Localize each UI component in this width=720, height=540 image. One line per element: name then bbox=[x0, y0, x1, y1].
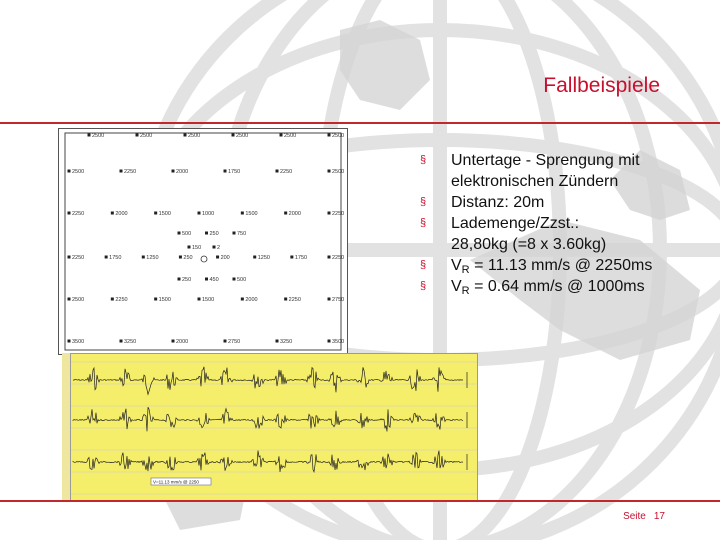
blast-delay-label: 2500 bbox=[188, 133, 201, 139]
blast-hole-marker bbox=[178, 278, 181, 281]
blast-delay-label: 500 bbox=[182, 231, 192, 237]
page-label: Seite bbox=[623, 511, 646, 522]
blast-hole-marker bbox=[172, 340, 175, 343]
bullet-marker: § bbox=[420, 154, 427, 166]
blast-hole-marker bbox=[184, 134, 187, 137]
blast-hole-marker bbox=[216, 256, 219, 259]
blast-hole-marker bbox=[68, 256, 71, 259]
velocity-symbol: V bbox=[451, 257, 462, 274]
blast-delay-label: 1250 bbox=[257, 255, 270, 261]
blast-hole-marker bbox=[276, 170, 279, 173]
blast-delay-label: 2000 bbox=[176, 169, 189, 175]
blast-hole-marker bbox=[142, 256, 145, 259]
blast-delay-label: 2500 bbox=[72, 169, 85, 175]
blast-hole-marker bbox=[280, 134, 283, 137]
blast-hole-marker bbox=[172, 170, 175, 173]
seismogram-chart bbox=[62, 353, 478, 502]
blast-hole-marker bbox=[241, 212, 244, 215]
blast-hole-marker bbox=[154, 298, 157, 301]
blast-hole-marker bbox=[284, 212, 287, 215]
blast-delay-label: 2000 bbox=[245, 297, 258, 303]
seismogram-trace bbox=[73, 451, 463, 473]
blast-hole-marker bbox=[213, 246, 216, 249]
blast-delay-label: 2500 bbox=[332, 169, 345, 175]
blast-delay-label: 1000 bbox=[202, 211, 215, 217]
bullet-text: elektronischen Zündern bbox=[451, 173, 619, 190]
velocity-value: = 11.13 mm/s @ 2250ms bbox=[469, 257, 653, 274]
bottom-divider bbox=[0, 500, 720, 502]
bullet-text: Lademenge/Zzst.: bbox=[451, 215, 580, 232]
seismogram-legend: V=11.13 mm/s @ 2250 bbox=[153, 479, 199, 485]
blast-delay-label: 250 bbox=[182, 277, 192, 283]
page-number: 17 bbox=[653, 511, 665, 522]
velocity-value: = 0.64 mm/s @ 1000ms bbox=[469, 278, 645, 295]
slide-title: Fallbeispiele bbox=[543, 74, 660, 97]
blast-delay-label: 1500 bbox=[158, 211, 171, 217]
blast-delay-label: 450 bbox=[209, 277, 219, 283]
blast-delay-label: 1750 bbox=[228, 169, 241, 175]
blast-hole-marker bbox=[111, 298, 114, 301]
blast-hole-marker bbox=[205, 278, 208, 281]
bullet-marker: § bbox=[420, 196, 427, 208]
bullet-item bbox=[420, 213, 710, 255]
blast-hole-marker bbox=[224, 170, 227, 173]
blast-delay-label: 2000 bbox=[288, 211, 301, 217]
bullet-text: 28,80kg (=8 x 3.60kg) bbox=[451, 236, 607, 253]
velocity-subscript: R bbox=[461, 285, 470, 297]
velocity-subscript: R bbox=[461, 264, 470, 276]
bullet-text: Distanz: 20m bbox=[451, 194, 545, 211]
blast-hole-marker bbox=[253, 256, 256, 259]
blast-hole-marker bbox=[328, 134, 331, 137]
blast-hole-marker bbox=[241, 298, 244, 301]
blast-delay-label: 3500 bbox=[332, 339, 345, 345]
blast-hole-marker bbox=[328, 170, 331, 173]
blast-plan-diagram bbox=[58, 128, 348, 355]
blast-hole-marker bbox=[233, 278, 236, 281]
blast-delay-label: 2250 bbox=[332, 255, 345, 261]
blast-delay-label: 2750 bbox=[332, 297, 345, 303]
blast-delay-label: 1500 bbox=[158, 297, 171, 303]
seismogram-trace bbox=[73, 367, 463, 395]
blast-hole-marker bbox=[276, 340, 279, 343]
bullet-marker: § bbox=[420, 280, 427, 292]
blast-delay-label: 3250 bbox=[124, 339, 137, 345]
velocity-symbol: V bbox=[451, 278, 462, 295]
bullet-text bbox=[451, 255, 710, 276]
blast-delay-label: 2500 bbox=[332, 133, 345, 139]
blast-delay-label: 2250 bbox=[332, 211, 345, 217]
blast-delay-label: 2500 bbox=[92, 133, 105, 139]
blast-hole-marker bbox=[154, 212, 157, 215]
blast-plan-drawing bbox=[59, 129, 347, 354]
blast-delay-label: 250 bbox=[209, 231, 219, 237]
blast-hole-marker bbox=[111, 212, 114, 215]
bullet-list bbox=[420, 150, 710, 297]
blast-delay-label: 2250 bbox=[288, 297, 301, 303]
blast-delay-label: 3500 bbox=[72, 339, 85, 345]
bullet-marker: § bbox=[420, 259, 427, 271]
blast-hole-marker bbox=[88, 134, 91, 137]
blast-delay-label: 2250 bbox=[280, 169, 293, 175]
blast-delay-label: 2000 bbox=[115, 211, 128, 217]
blast-hole-marker bbox=[232, 134, 235, 137]
blast-hole-marker bbox=[178, 232, 181, 235]
blast-delay-label: 2250 bbox=[72, 255, 85, 261]
seismogram-axis-gutter bbox=[62, 353, 71, 500]
blast-delay-label: 2500 bbox=[72, 297, 85, 303]
blast-delay-label: 1750 bbox=[109, 255, 122, 261]
bullet-item bbox=[420, 255, 710, 276]
blast-delay-label: 1250 bbox=[146, 255, 159, 261]
blast-delay-label: 750 bbox=[237, 231, 247, 237]
blast-hole-marker bbox=[188, 246, 191, 249]
blast-hole-marker bbox=[68, 298, 71, 301]
blast-hole-marker bbox=[68, 340, 71, 343]
blast-delay-label: 200 bbox=[220, 255, 230, 261]
blast-hole-marker bbox=[136, 134, 139, 137]
blast-delay-label: 2250 bbox=[72, 211, 85, 217]
blast-delay-label: 1500 bbox=[245, 211, 258, 217]
top-divider bbox=[0, 122, 720, 124]
blast-delay-label: 1500 bbox=[202, 297, 215, 303]
blast-delay-label: 2500 bbox=[284, 133, 297, 139]
blast-hole-marker bbox=[290, 256, 293, 259]
blast-hole-marker bbox=[198, 212, 201, 215]
blast-hole-marker bbox=[328, 298, 331, 301]
blast-delay-label: 2750 bbox=[228, 339, 241, 345]
blast-delay-label: 150 bbox=[192, 245, 202, 251]
blast-delay-label: 2500 bbox=[236, 133, 249, 139]
blast-delay-label: 1750 bbox=[294, 255, 308, 261]
bullet-text: Untertage - Sprengung mit bbox=[451, 152, 640, 169]
blast-delay-label: 250 bbox=[183, 255, 193, 261]
blast-hole-marker bbox=[179, 256, 182, 259]
blast-hole-marker bbox=[284, 298, 287, 301]
blast-hole-marker bbox=[105, 256, 108, 259]
blast-hole-marker bbox=[224, 340, 227, 343]
blast-hole-marker bbox=[68, 212, 71, 215]
blast-hole-marker bbox=[68, 170, 71, 173]
bullet-item bbox=[420, 192, 710, 213]
blast-hole-marker bbox=[328, 212, 331, 215]
blast-hole-marker bbox=[205, 232, 208, 235]
blast-hole-marker bbox=[328, 340, 331, 343]
blast-delay-label: 2000 bbox=[176, 339, 189, 345]
blast-hole-marker bbox=[328, 256, 331, 259]
bullet-item bbox=[420, 276, 710, 297]
bullet-item bbox=[420, 150, 710, 192]
blast-hole-marker bbox=[198, 298, 201, 301]
blast-delay-label: 2250 bbox=[115, 297, 128, 303]
blast-delay-label: 2 bbox=[217, 245, 221, 251]
page-footer bbox=[560, 511, 665, 522]
bullet-marker: § bbox=[420, 217, 427, 229]
blast-hole-marker bbox=[120, 340, 123, 343]
blast-delay-label: 2250 bbox=[124, 169, 137, 175]
seismogram-drawing bbox=[63, 354, 477, 501]
blast-delay-label: 500 bbox=[237, 277, 247, 283]
blast-hole-marker bbox=[120, 170, 123, 173]
blast-hole-marker bbox=[233, 232, 236, 235]
blast-delay-label: 3250 bbox=[280, 339, 293, 345]
blast-delay-label: 2500 bbox=[140, 133, 153, 139]
bullet-text bbox=[451, 276, 710, 297]
